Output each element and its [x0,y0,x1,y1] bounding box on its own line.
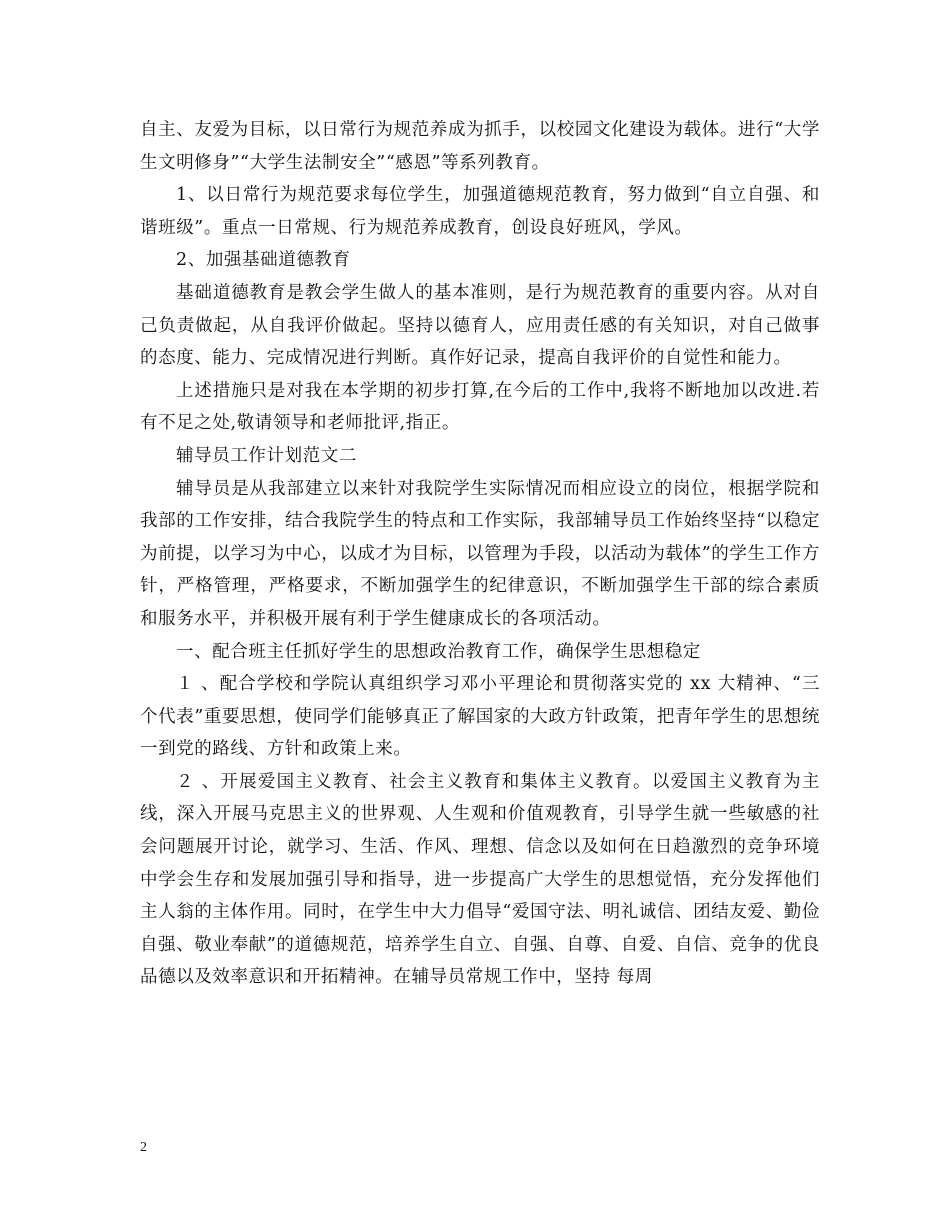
document-body [140,114,820,994]
page-number: 2 [140,1140,147,1155]
paragraph-8: 一、配合班主任抓好学生的思想政治教育工作，确保学生思想稳定 [176,641,701,662]
paragraph-9: １ 、配合学校和学院认真组织学习邓小平理论和贯彻落实党的 xx 大精神、“三个代表”重要思想，使同学们能够真正了解国家的大政方针政策，把青年学生的思想统一到党的路线、方针和政策上来。 [140,674,820,760]
paragraph-1: 自主、友爱为目标，以日常行为规范养成为抓手，以校园文化建设为载体。进行“大学生文明修身”“大学生法制安全”“感恩”等系列教育。 [140,120,820,173]
paragraph-7: 辅导员是从我部建立以来针对我院学生实际情况而相应设立的岗位，根据学院和我部的工作安排，结合我院学生的特点和工作实际，我部辅导员工作始终坚持“以稳定为前提，以学习为中心，以成才为目标，以管理为手段，以活动为载体”的学生工作方针，严格管理，严格要求，不断加强学生的纪律意识，不断加强学生干部的综合素质和服务水平，并积极开展有利于学生健康成长的各项活动。 [140,478,820,629]
paragraph-3: 2、加强基础道德教育 [176,250,351,271]
paragraph-4: 基础道德教育是教会学生做人的基本准则，是行为规范教育的重要内容。从对自己负责做起，从自我评价做起。坚持以德育人，应用责任感的有关知识，对自己做事的态度、能力、完成情况进行判断。真作好记录，提高自我评价的自觉性和能力。 [140,282,820,369]
section-heading: 辅导员工作计划范文二 [176,445,357,466]
paragraph-10: ２ 、开展爱国主义教育、社会主义教育和集体主义教育。以爱国主义教育为主线，深入开展马克思主义的世界观、人生观和价值观教育，引导学生就一些敏感的社会问题展开讨论，就学习、生活、作风、理想、信念以及如何在日趋激烈的竞争环境中学会生存和发展加强引导和指导，进一步提高广大学生的思想觉悟，充分发挥他们主人翁的主体作用。同时，在学生中大力倡导“爱国守法、明礼诚信、团结友爱、勤俭自强、敬业奉献”的道德规范，培养学生自立、自强、自尊、自爱、自信、竞争的优良品德以及效率意识和开拓精神。在辅导员常规工作中，坚持 每周 [140,771,820,988]
paragraph-2: 1、以日常行为规范要求每位学生，加强道德规范教育，努力做到“自立自强、和谐班级”。重点一日常规、行为规范养成教育，创设良好班风，学风。 [140,185,820,238]
paragraph-5: 上述措施只是对我在本学期的初步打算,在今后的工作中,我将不断地加以改进.若有不足之处,敬请领导和老师批评,指正。 [140,380,820,434]
